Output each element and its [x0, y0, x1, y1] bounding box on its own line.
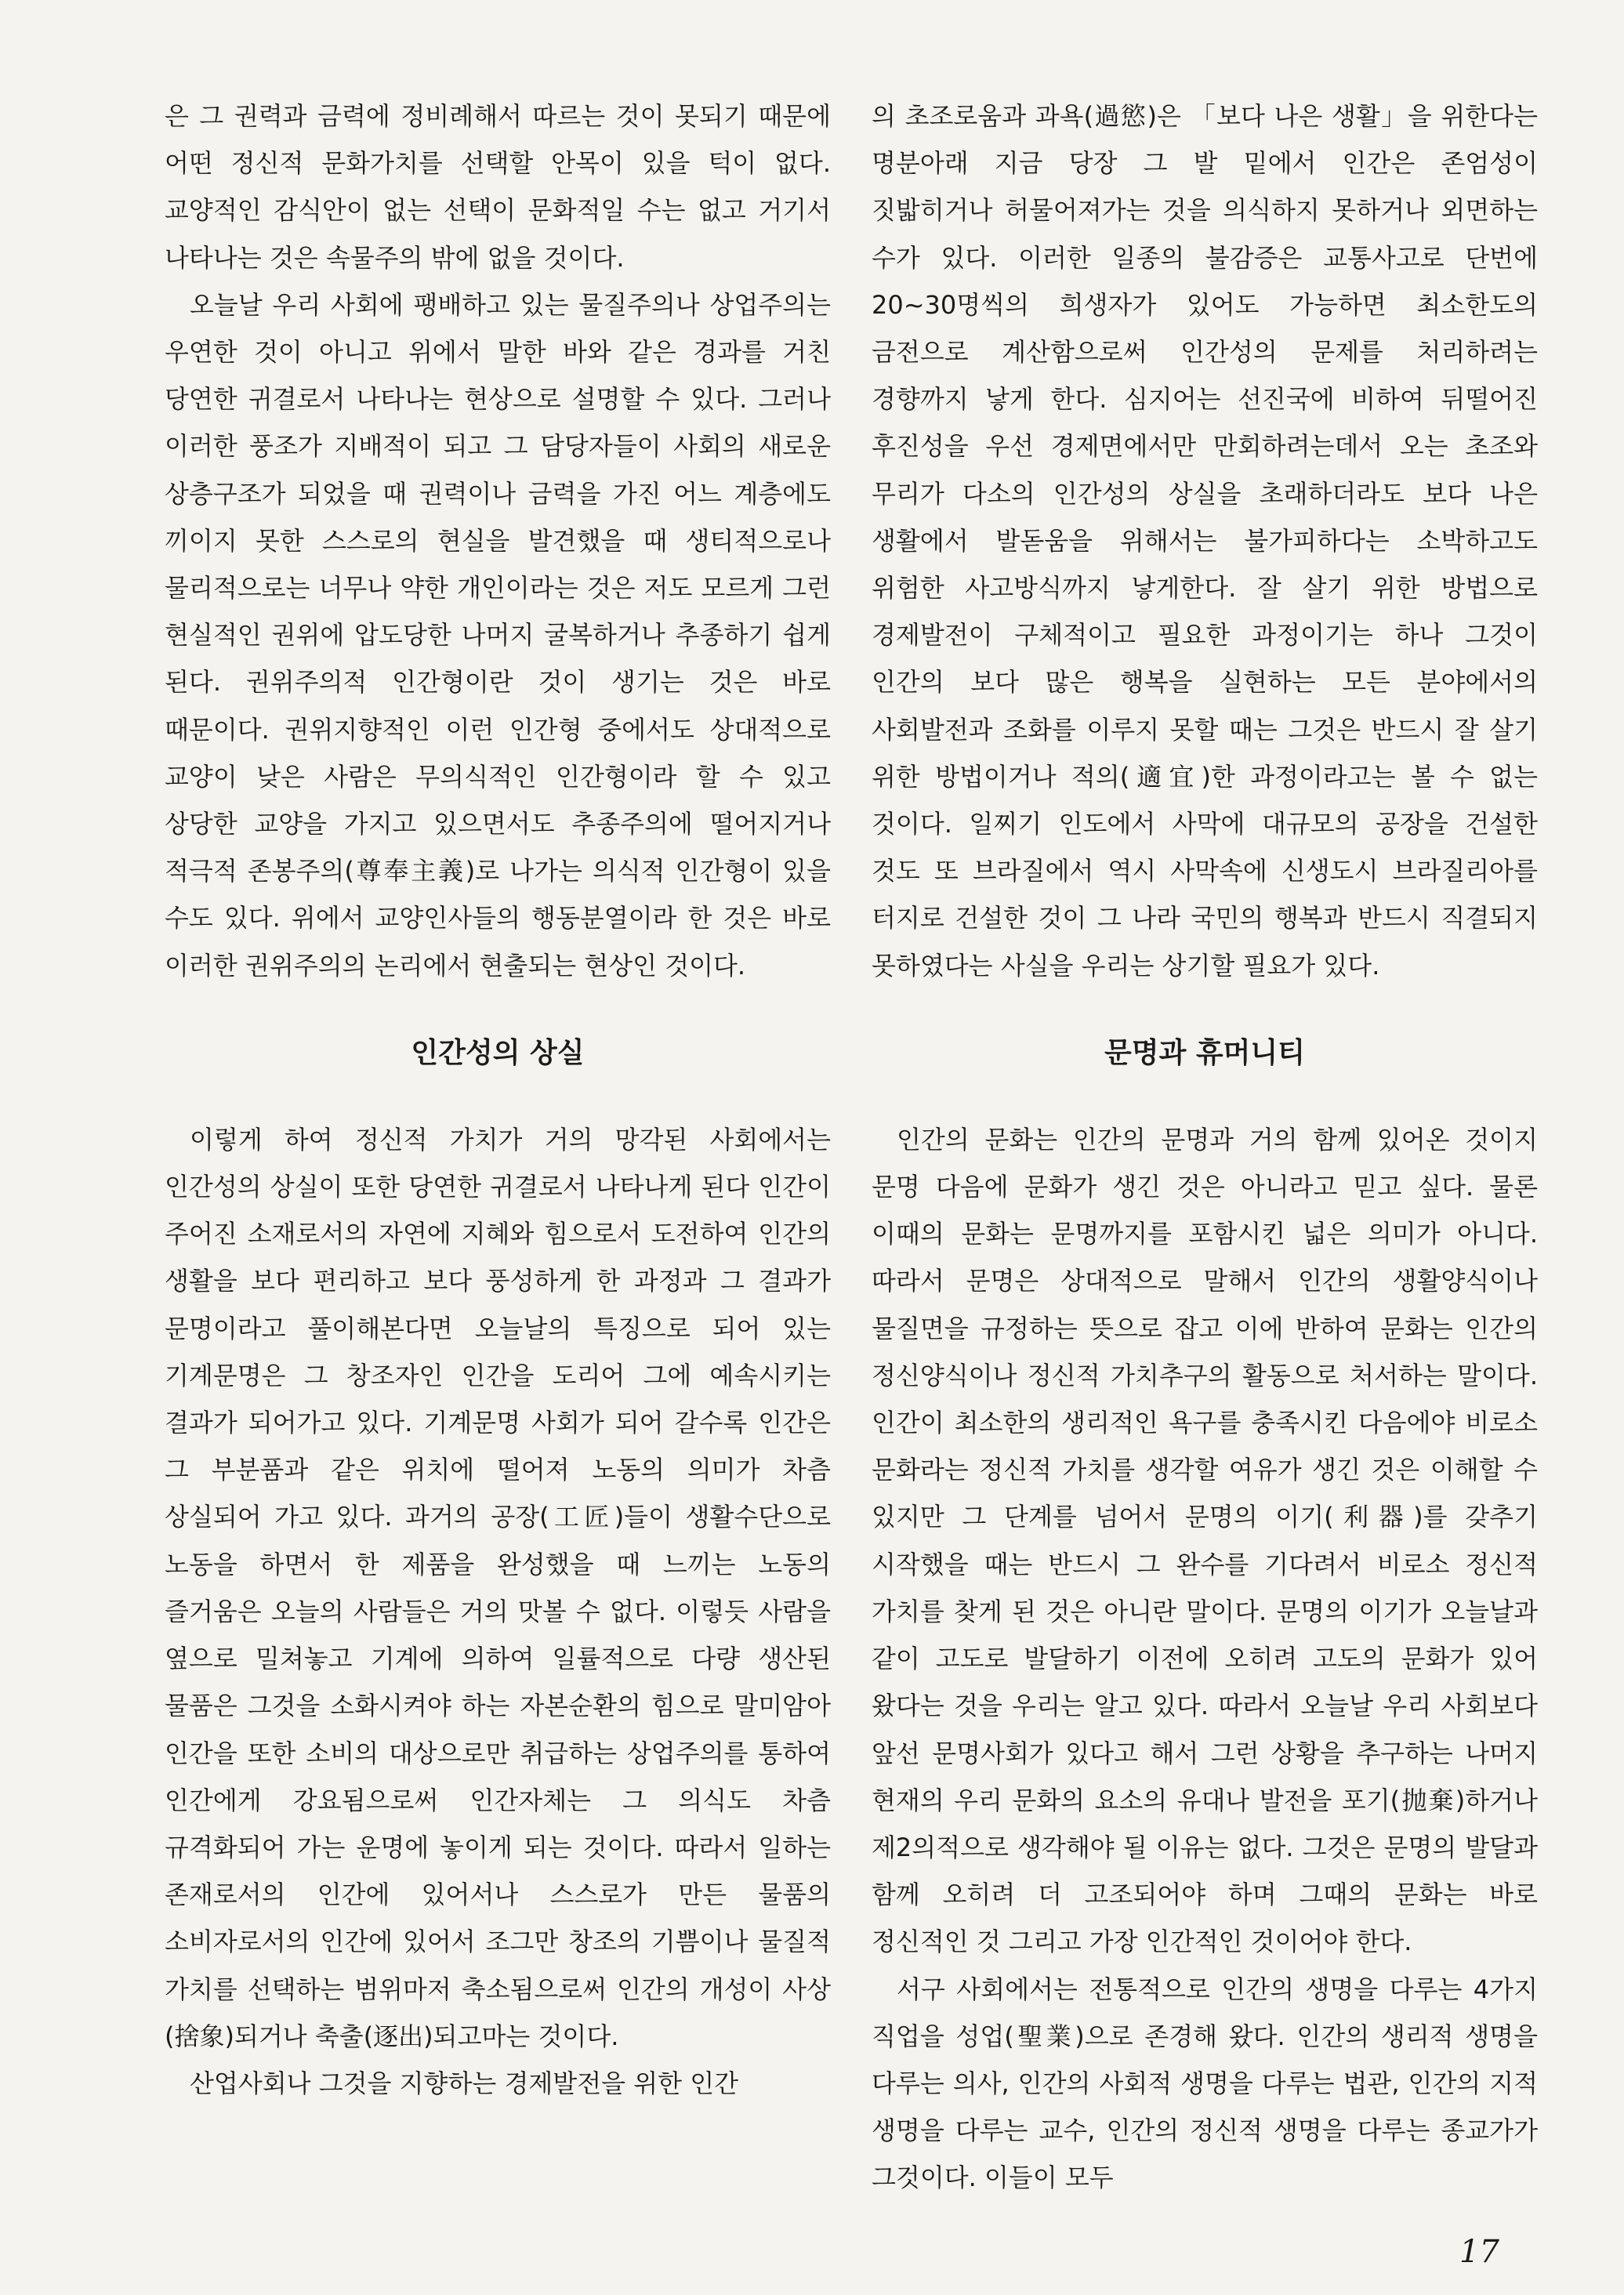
- left-paragraph-4: 산업사회나 그것을 지향하는 경제발전을 위한 인간: [190, 2068, 739, 2098]
- right-paragraph-3: 서구 사회에서는 전통적으로 인간의 생명을 다루는 4가지 직업을 성업(聖業)으로 존경해 왔다. 인간의 생리적 생명을 다루는 의사, 인간의 사회적 생명을 다루는 법관, 인간의 지적 생명을 다루는 교수, 인간의 정신적 생명을 다루는 종교가가 그것이다. 이들이 모두: [872, 1974, 1538, 2193]
- left-column: [165, 92, 831, 2107]
- page-number: 17: [1459, 2234, 1499, 2270]
- right-paragraph-1: 의 초조로움과 과욕(過慾)은 「보다 나은 생활」을 위한다는 명분아래 지금 당장 그 발 밑에서 인간은 존엄성이 짓밟히거나 허물어져가는 것을 의식하지 못하거나 외면하는 수가 있다. 이러한 일종의 불감증은 교통사고로 단번에 20~30명씩의 희생자가 있어도 가능하면 최소한도의 금전으로 계산함으로써 인간성의 문제를 처리하려는 경향까지 낳게 한다. 심지어는 선진국에 비하여 뒤떨어진 후진성을 우선 경제면에서만 만회하려는데서 오는 초조와 무리가 다소의 인간성의 상실을 초래하더라도 보다 나은 생활에서 발돋움을 위해서는 불가피하다는 소박하고도 위험한 사고방식까지 낳게한다. 잘 살기 위한 방법으로 경제발전이 구체적이고 필요한 과정이기는 하나 그것이 인간의 보다 많은 행복을 실현하는 모든 분야에서의 사회발전과 조화를 이루지 못할 때는 그것은 반드시 잘 살기 위한 방법이거나 적의(適宜)한 과정이라고는 볼 수 없는 것이다. 일찌기 인도에서 사막에 대규모의 공장을 건설한 것도 또 브라질에서 역시 사막속에 신생도시 브라질리아를 터지로 건설한 것이 그 나라 국민의 행복과 반드시 직결되지 못하였다는 사실을 우리는 상기할 필요가 있다.: [872, 101, 1538, 981]
- left-paragraph-3: 이렇게 하여 정신적 가치가 거의 망각된 사회에서는 인간성의 상실이 또한 당연한 귀결로서 나타나게 된다 인간이 주어진 소재로서의 자연에 지혜와 힘으로서 도전하여 인간의 생활을 보다 편리하고 보다 풍성하게 한 과정과 그 결과가 문명이라고 풀이해본다면 오늘날의 특징으로 되어 있는 기계문명은 그 창조자인 인간을 도리어 그에 예속시키는 결과가 되어가고 있다. 기계문명 사회가 되어 갈수록 인간은 그 부분품과 같은 위치에 떨어져 노동의 의미가 차츰 상실되어 가고 있다. 과거의 공장(工匠)들이 생활수단으로 노동을 하면서 한 제품을 완성했을 때 느끼는 노동의 즐거움은 오늘의 사람들은 거의 맛볼 수 없다. 이렇듯 사람을 옆으로 밀쳐놓고 기계에 의하여 일률적으로 다량 생산된 물품은 그것을 소화시켜야 하는 자본순환의 힘으로 말미암아 인간을 또한 소비의 대상으로만 취급하는 상업주의를 통하여 인간에게 강요됨으로써 인간자체는 그 의식도 차츰 규격화되어 가는 운명에 놓이게 되는 것이다. 따라서 일하는 존재로서의 인간에 있어서나 스스로가 만든 물품의 소비자로서의 인간에 있어서 조그만 창조의 기쁨이나 물질적 가치를 선택하는 범위마저 축소됨으로써 인간의 개성이 사상(捨象)되거나 축출(逐出)되고마는 것이다.: [165, 1124, 831, 2051]
- section-heading-civilization-and-humanity: 문명과 휴머니티: [1104, 1036, 1305, 1069]
- left-paragraph-2: 오늘날 우리 사회에 팽배하고 있는 물질주의나 상업주의는 우연한 것이 아니고 위에서 말한 바와 같은 경과를 거친 당연한 귀결로서 나타나는 현상으로 설명할 수 있다. 그러나 이러한 풍조가 지배적이 되고 그 담당자들이 사회의 새로운 상층구조가 되었을 때 권력이나 금력을 가진 어느 계층에도 끼이지 못한 스스로의 현실을 발견했을 때 생티적으로나 물리적으로는 너무나 약한 개인이라는 것은 저도 모르게 그런 현실적인 권위에 압도당한 나머지 굴복하거나 추종하기 쉽게 된다. 권위주의적 인간형이란 것이 생기는 것은 바로 때문이다. 권위지향적인 이런 인간형 중에서도 상대적으로 교양이 낮은 사람은 무의식적인 인간형이라 할 수 있고 상당한 교양을 가지고 있으면서도 추종주의에 떨어지거나 적극적 존봉주의(尊奉主義)로 나가는 의식적 인간형이 있을 수도 있다. 위에서 교양인사들의 행동분열이라 한 것은 바로 이러한 권위주의의 논리에서 현출되는 현상인 것이다.: [165, 289, 831, 981]
- left-paragraph-1: 은 그 권력과 금력에 정비례해서 따르는 것이 못되기 때문에 어떤 정신적 문화가치를 선택할 안목이 있을 턱이 없다. 교양적인 감식안이 없는 선택이 문화적일 수는 없고 거기서 나타나는 것은 속물주의 밖에 없을 것이다.: [165, 101, 831, 273]
- right-paragraph-2: 인간의 문화는 인간의 문명과 거의 함께 있어온 것이지 문명 다음에 문화가 생긴 것은 아니라고 믿고 싶다. 물론 이때의 문화는 문명까지를 포함시킨 넓은 의미가 아니다. 따라서 문명은 상대적으로 말해서 인간의 생활양식이나 물질면을 규정하는 뜻으로 잡고 이에 반하여 문화는 인간의 정신양식이나 정신적 가치추구의 활동으로 처서하는 말이다. 인간이 최소한의 생리적인 욕구를 충족시킨 다음에야 비로소 문화라는 정신적 가치를 생각할 여유가 생긴 것은 이해할 수 있지만 그 단계를 넘어서 문명의 이기(利器)를 갖추기 시작했을 때는 반드시 그 완수를 기다려서 비로소 정신적 가치를 찾게 된 것은 아니란 말이다. 문명의 이기가 오늘날과 같이 고도로 발달하기 이전에 오히려 고도의 문화가 있어 왔다는 것을 우리는 알고 있다. 따라서 오늘날 우리 사회보다 앞선 문명사회가 있다고 해서 그런 상황을 추구하는 나머지 현재의 우리 문화의 요소의 유대나 발전을 포기(抛棄)하거나 제2의적으로 생각해야 될 이유는 없다. 그것은 문명의 발달과 함께 오히려 더 고조되어야 하며 그때의 문화는 바로 정신적인 것 그리고 가장 인간적인 것이어야 한다.: [872, 1124, 1538, 1957]
- right-column: [872, 92, 1538, 2202]
- section-heading-loss-of-humanity: 인간성의 상실: [411, 1036, 585, 1069]
